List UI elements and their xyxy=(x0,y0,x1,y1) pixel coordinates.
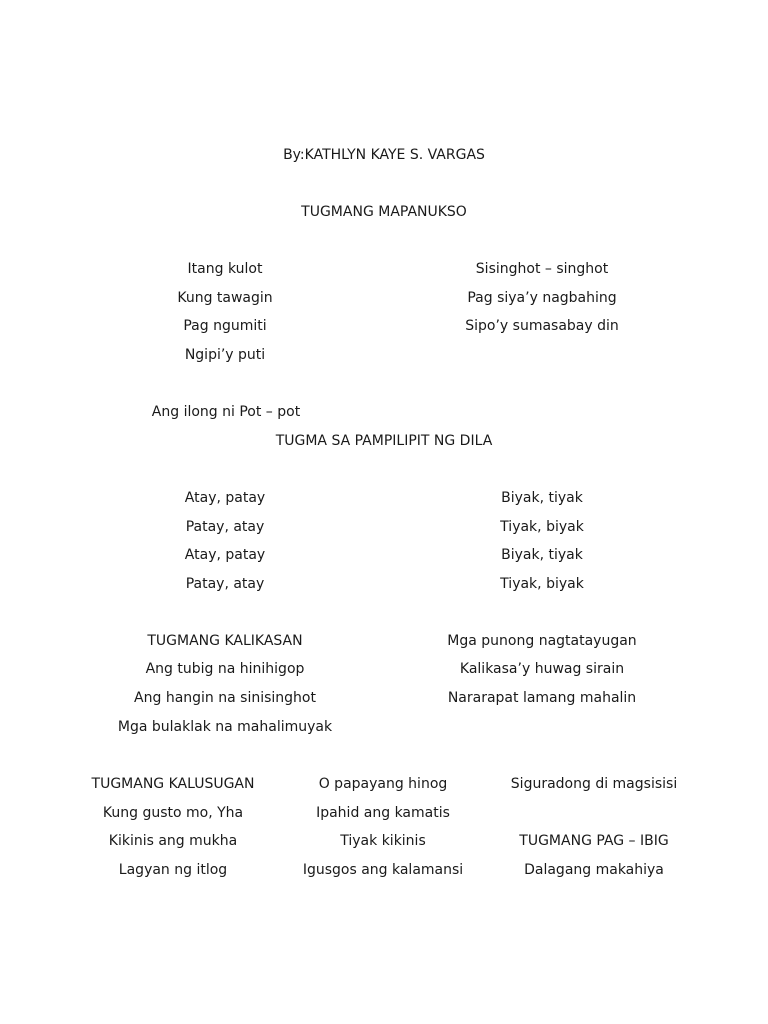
poem-line: Biyak, tiyak xyxy=(501,490,583,506)
poem-line: Atay, patay xyxy=(184,490,266,506)
section-title-tugma-sa-pampilipit: TUGMA SA PAMPILIPIT NG DILA xyxy=(275,433,493,449)
poem-line: Dalagang makahiya xyxy=(524,862,664,878)
poem-line: Pag siya’y nagbahing xyxy=(467,290,617,306)
section-title-tugmang-mapanukso: TUGMANG MAPANUKSO xyxy=(301,204,467,220)
poem-line: Pag ngumiti xyxy=(183,318,267,334)
section-title-tugmang-pag-ibig: TUGMANG PAG – IBIG xyxy=(519,833,669,849)
section-title-tugmang-kalusugan: TUGMANG KALUSUGAN xyxy=(91,776,255,792)
poem-line: Igusgos ang kalamansi xyxy=(302,862,464,878)
poem-line: Sisinghot – singhot xyxy=(475,261,609,277)
poem-line: Kikinis ang mukha xyxy=(108,833,238,849)
section-title-tugmang-kalikasan: TUGMANG KALIKASAN xyxy=(147,633,303,649)
poem-line: Itang kulot xyxy=(187,261,263,277)
poem-line: Sipo’y sumasabay din xyxy=(465,318,619,334)
poem-line: Siguradong di magsisisi xyxy=(510,776,678,792)
poem-line: Kung gusto mo, Yha xyxy=(102,805,244,821)
poem-line: Tiyak, biyak xyxy=(500,576,584,592)
poem-line: Nararapat lamang mahalin xyxy=(447,690,637,706)
poem-line: Ang ilong ni Pot – pot xyxy=(151,404,301,420)
poem-line: Kung tawagin xyxy=(177,290,273,306)
poem-line: O papayang hinog xyxy=(318,776,448,792)
poem-line: Ngipi’y puti xyxy=(184,347,266,363)
poem-line: Biyak, tiyak xyxy=(501,547,583,563)
author-line: By:KATHLYN KAYE S. VARGAS xyxy=(283,147,485,163)
poem-line: Patay, atay xyxy=(185,576,265,592)
poem-line: Tiyak, biyak xyxy=(500,519,584,535)
poem-line: Ipahid ang kamatis xyxy=(316,805,450,821)
poem-line: Patay, atay xyxy=(185,519,265,535)
poem-line: Ang hangin na sinisinghot xyxy=(134,690,316,706)
poem-line: Lagyan ng itlog xyxy=(118,862,228,878)
poem-line: Mga punong nagtatayugan xyxy=(447,633,637,649)
poem-line: Mga bulaklak na mahalimuyak xyxy=(117,719,333,735)
poem-line: Atay, patay xyxy=(184,547,266,563)
poem-line: Ang tubig na hinihigop xyxy=(145,661,305,677)
poem-line: Tiyak kikinis xyxy=(340,833,426,849)
poem-line: Kalikasa’y huwag sirain xyxy=(459,661,625,677)
